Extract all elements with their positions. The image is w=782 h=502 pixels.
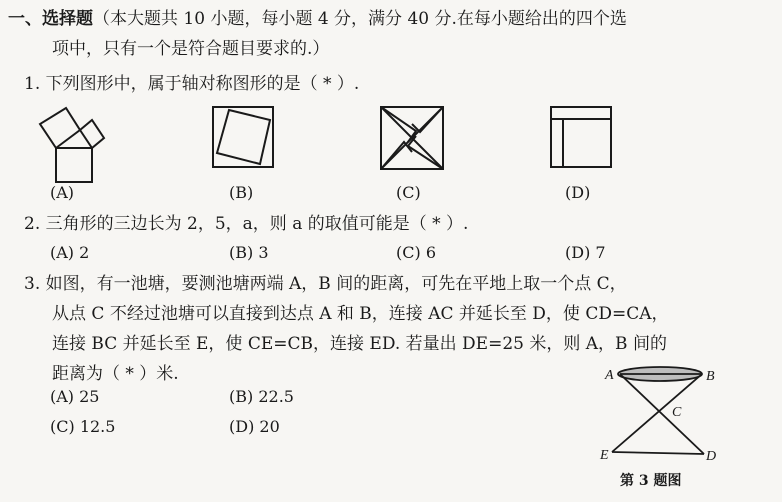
q1-figure-c <box>380 106 444 170</box>
q2-option-c: (C) 6 <box>396 243 436 262</box>
q3-line1: 3. 如图，有一池塘，要测池塘两端 A，B 间的距离，可先在平地上取一个点 C， <box>24 274 627 294</box>
q3-option-a: (A) 25 <box>50 387 100 406</box>
q3-line2: 从点 C 不经过池塘可以直接到达点 A 和 B，连接 AC 并延长至 D，使 CD=CA， <box>52 304 669 324</box>
rotated-square-in-square-icon <box>213 107 273 167</box>
q3-option-b: (B) 22.5 <box>229 387 294 406</box>
q2-option-b: (B) 3 <box>229 243 269 262</box>
q2-option-a: (A) 2 <box>50 243 90 262</box>
split-square-icon <box>551 107 611 167</box>
q1-option-b: (B) <box>229 183 254 202</box>
q3-figure <box>600 360 720 464</box>
line-ed <box>612 452 704 454</box>
pythagoras-squares-icon <box>40 108 104 182</box>
q2-stem: 2. 三角形的三边长为 2，5，a，则 a 的取值可能是（ * ）. <box>24 214 469 234</box>
point-d-label: D <box>706 449 717 464</box>
q1-stem: 1. 下列图形中，属于轴对称图形的是（ * ）. <box>24 74 360 94</box>
q1-option-d: (D) <box>565 183 591 202</box>
section-title: 一、选择题 <box>8 9 93 29</box>
section-intro-line2: 项中，只有一个是符合题目要求的.） <box>52 39 330 59</box>
pinwheel-square-icon <box>381 107 443 169</box>
q3-option-d: (D) 20 <box>229 417 280 436</box>
section-intro-line1: （本大题共 10 小题，每小题 4 分，满分 40 分.在每小题给出的四个选 <box>93 9 627 29</box>
point-e-label: E <box>600 448 609 463</box>
q3-option-c: (C) 12.5 <box>50 417 116 436</box>
section-header <box>8 7 627 31</box>
q1-option-a: (A) <box>50 183 75 202</box>
q1-figure-d <box>550 106 612 168</box>
q1-figure-a <box>36 106 111 184</box>
q3-figure-caption: 第 3 题图 <box>620 473 682 489</box>
q3-line4: 距离为（ * ）米. <box>52 364 179 384</box>
point-c-label: C <box>672 405 682 420</box>
q2-option-d: (D) 7 <box>565 243 606 262</box>
point-b-label: B <box>706 369 715 384</box>
line-ad <box>620 374 704 454</box>
q3-line3: 连接 BC 并延长至 E，使 CE=CB，连接 ED. 若量出 DE=25 米，则 A，B 间的 <box>52 334 667 354</box>
q1-option-c: (C) <box>396 183 421 202</box>
q1-figure-b <box>212 106 274 168</box>
point-a-label: A <box>605 368 614 383</box>
